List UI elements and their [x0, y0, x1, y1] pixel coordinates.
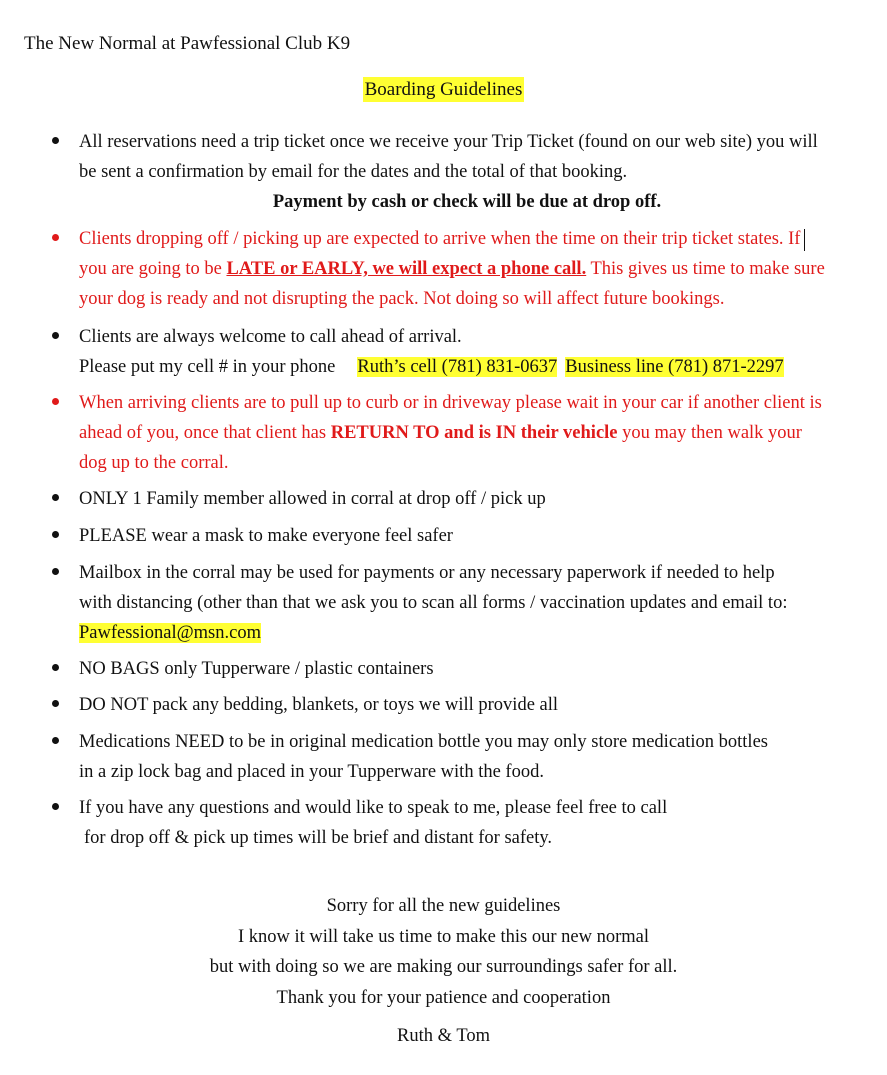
item-line: When arriving clients are to pull up to curb or in driveway please wait in your car if another client is — [79, 393, 822, 413]
item-line: DO NOT pack any bedding, blankets, or toys we will provide all — [79, 695, 559, 715]
closing-line: Thank you for your patience and cooperation — [276, 987, 611, 1008]
item-line — [79, 418, 879, 448]
item-line — [79, 352, 879, 382]
payment-note: Payment by cash or check will be due at drop off. — [272, 192, 662, 212]
item-line: dog up to the corral. — [79, 453, 229, 473]
heading-text: Boarding Guidelines — [364, 79, 523, 100]
bullet-icon — [52, 332, 59, 339]
bullet-icon — [52, 664, 59, 671]
item-line: Clients are always welcome to call ahead of arrival. — [79, 327, 462, 347]
bullet-icon — [52, 700, 59, 707]
item-line-text: This gives us time to make sure — [586, 259, 825, 279]
closing-line: but with doing so we are making our surroundings safer for all. — [209, 957, 678, 977]
item-line-text: you are going to be — [79, 259, 227, 279]
closing-message — [0, 891, 887, 1013]
bullet-icon — [52, 568, 59, 575]
business-line-phone: Business line (781) 871-2297 — [565, 357, 784, 377]
item-line: with distancing (other than that we ask you to scan all forms / vaccination updates and email to: — [79, 593, 788, 613]
section-heading — [0, 79, 887, 101]
bullet-icon — [52, 803, 59, 810]
item-line: All reservations need a trip ticket once we receive your Trip Ticket (found on our web site) you will — [79, 132, 818, 152]
item-line-text: Clients dropping off / picking up are expected to arrive when the time on their trip ticket states. If — [79, 229, 801, 249]
text-cursor-icon — [804, 229, 805, 251]
item-line: Mailbox in the corral may be used for payments or any necessary paperwork if needed to help — [79, 563, 775, 583]
bullet-icon — [52, 494, 59, 501]
item-line-text: Please put my cell # in your phone — [79, 357, 336, 377]
bullet-icon — [52, 137, 59, 144]
item-line: be sent a confirmation by email for the dates and the total of that booking. — [79, 162, 628, 182]
closing-line: I know it will take us time to make this our new normal — [237, 926, 650, 947]
item-line: for drop off & pick up times will be brief and distant for safety. — [84, 828, 553, 848]
item-line: PLEASE wear a mask to make everyone feel safer — [79, 526, 453, 546]
closing-line: Sorry for all the new guidelines — [326, 896, 561, 916]
item-line-text: you may then walk your — [617, 423, 802, 443]
return-to-vehicle-note: RETURN TO and is IN their vehicle — [330, 423, 618, 443]
item-line: in a zip lock bag and placed in your Tupperware with the food. — [79, 762, 544, 782]
late-early-warning: LATE or EARLY, we will expect a phone call. — [226, 259, 587, 279]
item-line — [79, 618, 879, 648]
item-line — [79, 254, 879, 284]
item-line: NO BAGS only Tupperware / plastic containers — [79, 659, 434, 679]
bullet-icon — [52, 737, 59, 744]
ruth-cell-phone: Ruth’s cell (781) 831-0637 — [357, 357, 558, 377]
bullet-icon — [52, 531, 59, 538]
bullet-icon — [52, 234, 59, 241]
item-line: ONLY 1 Family member allowed in corral at drop off / pick up — [79, 489, 546, 509]
item-line: Medications NEED to be in original medication bottle you may only store medication bottles — [79, 732, 768, 752]
signature: Ruth & Tom — [397, 1026, 490, 1046]
bullet-icon — [52, 398, 59, 405]
email-address-link[interactable]: Pawfessional@msn.com — [79, 623, 261, 643]
document-title: The New Normal at Pawfessional Club K9 — [24, 33, 351, 54]
item-line-text: ahead of you, once that client has — [79, 423, 331, 443]
item-line: If you have any questions and would like to speak to me, please feel free to call — [79, 798, 668, 818]
item-line: your dog is ready and not disrupting the pack. Not doing so will affect future bookings. — [79, 289, 725, 309]
item-line — [79, 224, 879, 254]
